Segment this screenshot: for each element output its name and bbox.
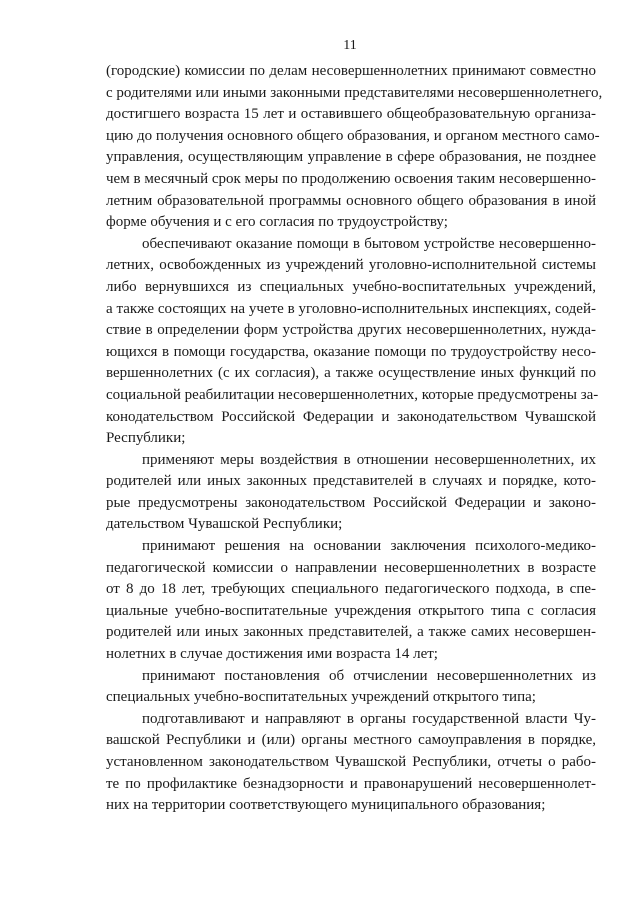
text-line: летних, освобожденных из учреждений уголовно-исполнительной системы [106,257,596,274]
text-line: циальные учебно-воспитательные учреждения открытого типа с согласия [106,602,596,619]
text-line: либо вернувшихся из специальных учебно-воспитательных учреждений, [106,278,596,295]
text-line: принимают решения на основании заключения психолого-медико- [142,538,596,555]
document-body [106,61,603,817]
text-line: ющихся в помощи государства, оказание помощи по трудоустройству несо- [106,343,596,360]
text-line: (городские) комиссии по делам несовершеннолетних принимают совместно [106,63,596,79]
text-line: обеспечивают оказание помощи в бытовом устройстве несовершенно- [142,235,596,252]
text-line: родителей или иных законных представителей в случаях и порядке, кото- [106,473,596,490]
text-line: рые предусмотрены законодательством Российской Федерации и законо- [106,494,596,511]
text-line: нолетних в случае достижения ими возраста 14 лет; [106,646,438,663]
text-line: социальной реабилитации несовершеннолетних, которые предусмотрены за- [106,386,599,403]
text-line: а также состоящих на учете в уголовно-исполнительных инспекциях, содей- [106,300,596,317]
text-line: педагогической комиссии о направлении несовершеннолетних в возрасте [106,559,596,576]
text-line: чем в месячный срок меры по продолжению освоения таким несовершенно- [106,170,596,187]
text-line: форме обучения и с его согласия по трудоустройству; [106,214,448,231]
text-line: летним образовательной программы основного общего образования в иной [106,192,596,209]
text-line: применяют меры воздействия в отношении несовершеннолетних, их [142,451,596,468]
text-line: с родителями или иными законными представителями несовершеннолетнего, [106,84,603,101]
text-line: дательством Чувашской Республики; [106,516,343,533]
text-line: вашской Республики и (или) органы местного самоуправления в порядке, [106,732,596,749]
text-line: родителей или иных законных представителей, а также самих несовершен- [106,624,596,641]
text-line: ствие в определении форм устройства других несовершеннолетних, нужда- [106,322,596,339]
text-line: принимают постановления об отчислении несовершеннолетних из [142,667,596,684]
text-line: цию до получения основного общего образования, и органом местного само- [106,127,600,144]
text-line: те по профилактике безнадзорности и правонарушений несовершеннолет- [106,775,596,792]
text-line: достигшего возраста 15 лет и оставившего общеобразовательную организа- [106,106,596,123]
text-line: управления, осуществляющим управление в сфере образования, не позднее [106,149,596,166]
text-line: от 8 до 18 лет, требующих специального педагогического подхода, в спе- [106,581,596,598]
text-line: Республики; [106,430,186,447]
text-line: установленном законодательством Чувашской Республики, отчеты о рабо- [106,754,596,770]
text-line: них на территории соответствующего муниципального образования; [106,797,546,814]
text-line: вершеннолетних (с их согласия), а также осуществление иных функций по [106,365,596,382]
text-line: подготавливают и направляют в органы государственной власти Чу- [142,710,596,727]
page-number: 11 [343,38,357,53]
text-line: конодательством Российской Федерации и законодательством Чувашской [106,408,596,425]
text-line: специальных учебно-воспитательных учреждений открытого типа; [106,689,536,706]
